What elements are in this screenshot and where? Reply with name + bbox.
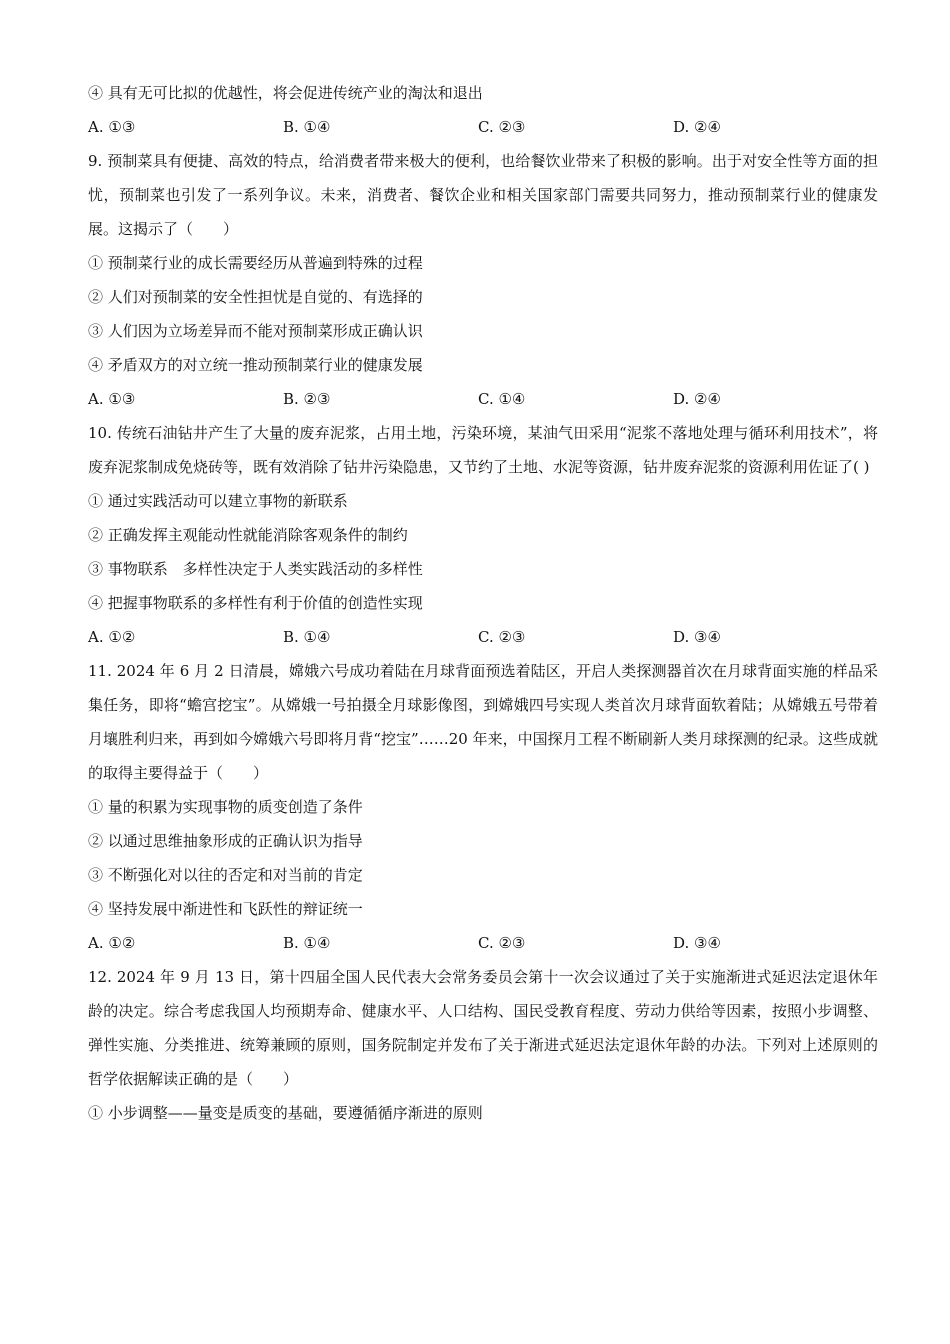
q11-choice-a: A. ①② [88,934,136,952]
q10-option-4: ④ 把握事物联系的多样性有利于价值的创造性实现 [88,594,423,612]
q9-option-3: ③ 人们因为立场差异而不能对预制菜形成正确认识 [88,322,423,340]
q9-choice-d: D. ②④ [673,390,721,408]
q9-choices [88,382,878,416]
q12-stem: 12. 2024 年 9 月 13 日，第十四届全国人民代表大会常务委员会第十一次会议通过了关于实施渐进式延迟法定退休年龄的决定。综合考虑我国人均预期寿命、健康水平、人口结构、国民受教育程度、劳动力供给等因素，按照小步调整、弹性实施、分类推进、统筹兼顾的原则，国务院制定并发布了关于渐进式延迟法定退休年龄的办法。下列对上述原则的哲学依据解读正确的是（ ） [88,968,878,1088]
q10-stem: 10. 传统石油钻井产生了大量的废弃泥浆，占用土地，污染环境，某油气田采用“泥浆不落地处理与循环利用技术”，将废弃泥浆制成免烧砖等，既有效消除了钻井污染隐患，又节约了土地、水泥等资源，钻井废弃泥浆的资源利用佐证了( ) [88,424,878,476]
q10-choice-a: A. ①② [88,628,136,646]
q8-option-4: ④ 具有无可比拟的优越性，将会促进传统产业的淘汰和退出 [88,84,483,102]
q10-choices [88,620,878,654]
q10-choice-d: D. ③④ [673,628,721,646]
q11-stem: 11. 2024 年 6 月 2 日清晨，嫦娥六号成功着陆在月球背面预选着陆区，开启人类探测器首次在月球背面实施的样品采集任务，即将“蟾宫挖宝”。从嫦娥一号拍摄全月球影像图，到嫦娥四号实现人类首次月球背面软着陆；从嫦娥五号带着月壤胜利归来，再到如今嫦娥六号即将月背“挖宝”……20 年来，中国探月工程不断刷新人类月球探测的纪录。这些成就的取得主要得益于（ ） [88,662,878,782]
q9-choice-a: A. ①③ [88,390,136,408]
q8-choices [88,110,878,144]
q9-choice-c: C. ①④ [478,390,526,408]
q8-choice-b: B. ①④ [283,118,331,136]
q9-option-2: ② 人们对预制菜的安全性担忧是自觉的、有选择的 [88,288,423,306]
q11-option-1: ① 量的积累为实现事物的质变创造了条件 [88,798,363,816]
q8-choice-c: C. ②③ [478,118,526,136]
q11-choice-b: B. ①④ [283,934,331,952]
q10-option-3: ③ 事物联系 多样性决定于人类实践活动的多样性 [88,560,423,578]
q9-stem: 9. 预制菜具有便捷、高效的特点，给消费者带来极大的便利，也给餐饮业带来了积极的影响。出于对安全性等方面的担忧，预制菜也引发了一系列争议。未来，消费者、餐饮企业和相关国家部门需要共同努力，推动预制菜行业的健康发展。这揭示了（ ） [88,152,878,238]
q11-choice-c: C. ②③ [478,934,526,952]
q11-choice-d: D. ③④ [673,934,721,952]
q8-choice-a: A. ①③ [88,118,136,136]
q11-option-2: ② 以通过思维抽象形成的正确认识为指导 [88,832,363,850]
q10-option-2: ② 正确发挥主观能动性就能消除客观条件的制约 [88,526,408,544]
q10-choice-c: C. ②③ [478,628,526,646]
exam-page [88,76,878,1130]
q11-option-3: ③ 不断强化对以往的否定和对当前的肯定 [88,866,363,884]
q10-choice-b: B. ①④ [283,628,331,646]
q9-option-1: ① 预制菜行业的成长需要经历从普遍到特殊的过程 [88,254,423,272]
q11-choices [88,926,878,960]
q11-option-4: ④ 坚持发展中渐进性和飞跃性的辩证统一 [88,900,363,918]
q10-option-1: ① 通过实践活动可以建立事物的新联系 [88,492,348,510]
q12-option-1: ① 小步调整——量变是质变的基础，要遵循循序渐进的原则 [88,1104,483,1122]
q9-option-4: ④ 矛盾双方的对立统一推动预制菜行业的健康发展 [88,356,423,374]
q9-choice-b: B. ②③ [283,390,331,408]
q8-choice-d: D. ②④ [673,118,721,136]
